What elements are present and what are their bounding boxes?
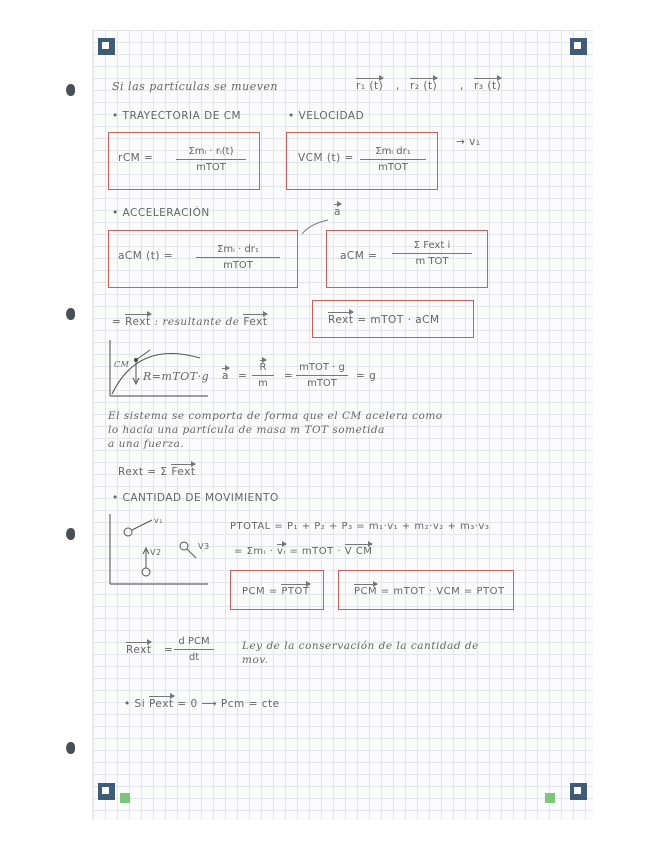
vcm-fraction xyxy=(360,146,426,173)
r2-label xyxy=(410,80,437,92)
bullet-si: • Si xyxy=(124,698,146,710)
green-marker-icon xyxy=(545,793,555,803)
pcm-box2-rhs: = mTOT · VCM = PTOT xyxy=(380,586,505,597)
ptotal2-mid: = mTOT · xyxy=(289,546,342,557)
fext-vector: Fext xyxy=(243,316,268,328)
a-note-vector: a xyxy=(334,206,341,218)
r1-vector: r₁ (t) xyxy=(356,80,384,92)
rext-def-lead: = xyxy=(112,316,122,328)
acm-lhs: aCM (t) = xyxy=(118,250,174,262)
acm-fraction xyxy=(196,244,280,271)
v-arrow-note: → v₁ xyxy=(456,136,481,148)
section-velocidad: • VELOCIDAD xyxy=(288,110,365,122)
dp-lhs-label xyxy=(126,644,151,656)
a-eq2: = xyxy=(284,370,294,382)
a-frac-den: m xyxy=(258,378,268,389)
vcm-num: Σmᵢ dr₁ xyxy=(375,146,411,157)
corner-marker-icon xyxy=(98,38,115,55)
rext-def-text: : resultante de xyxy=(154,316,240,328)
acm2-fraction xyxy=(392,240,472,267)
corner-marker-icon xyxy=(98,783,115,800)
p-v3-label: V3 xyxy=(198,542,210,551)
r1-label xyxy=(356,80,383,92)
ley-line-1: Ley de la conservación de la cantidad de xyxy=(242,640,479,652)
ptotal2-lead: = Σmᵢ · xyxy=(234,546,274,557)
rext-box-vector: Rext xyxy=(328,314,354,326)
graph-r-label: R=mTOT·g xyxy=(143,370,210,383)
a-fraction xyxy=(252,362,274,389)
separator: , xyxy=(396,80,400,92)
ptotal-formula-2 xyxy=(234,546,372,557)
pcm-box1-vector: PTOT xyxy=(281,586,310,597)
rext-sum xyxy=(118,466,195,478)
green-marker-icon xyxy=(120,793,130,803)
section-aceleracion: • ACCELERACIÓN xyxy=(112,207,210,219)
acm2-den: m TOT xyxy=(415,256,449,267)
dp-fraction xyxy=(174,636,214,663)
ptotal2-vector: vᵢ xyxy=(276,546,286,557)
bullet-condition xyxy=(124,698,280,710)
vcm-lhs: VCM (t) = xyxy=(298,152,354,164)
dp-lhs-vector: Rext xyxy=(126,644,152,656)
corner-marker-icon xyxy=(570,38,587,55)
a-vector-label xyxy=(222,370,229,382)
a-eq3: = g xyxy=(356,370,377,382)
rext-sum-rhs: = Σ xyxy=(147,466,168,478)
acm2-num: Σ Fext i xyxy=(413,240,451,251)
r3-vector: r₃ (t) xyxy=(474,80,502,92)
r3-label xyxy=(474,80,501,92)
corner-marker-icon xyxy=(570,783,587,800)
acm2-lhs: aCM = xyxy=(340,250,378,262)
acm-den: mTOT xyxy=(223,260,253,271)
a-fraction2 xyxy=(296,362,348,389)
rext-sum-lhs: Rext xyxy=(118,466,144,478)
rcm-lhs: rCM = xyxy=(118,152,154,164)
a-frac2-num: mTOT · g xyxy=(299,362,345,373)
paragraph-line-3: a una fuerza. xyxy=(108,438,185,450)
rcm-num: Σmᵢ · rᵢ(t) xyxy=(188,146,234,157)
pcm-box-2-formula xyxy=(354,586,505,597)
r2-vector: r₂ (t) xyxy=(410,80,438,92)
paragraph-line-2: lo hacía una partícula de masa m TOT sometida xyxy=(108,424,385,436)
dp-den: dt xyxy=(188,652,200,663)
ley-line-2: mov. xyxy=(242,654,269,666)
rcm-den: mTOT xyxy=(196,162,226,173)
bullet-vector: Pext xyxy=(148,698,174,710)
p-v2-label: V2 xyxy=(150,548,162,557)
paragraph-line-1: El sistema se comporta de forma que el CM acelera como xyxy=(108,410,443,422)
intro-text: Si las partículas se mueven xyxy=(112,80,279,93)
pcm-box2-vector: PCM xyxy=(354,586,378,597)
vcm-den: mTOT xyxy=(378,162,408,173)
ptotal2-vector-cm: V CM xyxy=(344,546,373,557)
a-frac-num: R xyxy=(259,362,267,373)
ptotal-formula: PTOTAL = P₁ + P₂ + P₃ = m₁·v₁ + m₂·v₂ + m₃·v₃ xyxy=(230,521,490,532)
graph-cm-label: CM xyxy=(114,360,130,369)
a-note xyxy=(334,206,341,218)
pcm-box1-lhs: PCM = xyxy=(242,586,278,597)
pcm-box-1-formula xyxy=(242,586,310,597)
section-cantidad: • CANTIDAD DE MOVIMIENTO xyxy=(112,492,279,504)
binder-hole xyxy=(66,528,75,540)
a-eq: = xyxy=(238,370,248,382)
rcm-fraction xyxy=(176,146,246,173)
dp-eq: = xyxy=(164,644,174,656)
a-vector: a xyxy=(222,370,229,382)
binder-hole xyxy=(66,308,75,320)
binder-hole xyxy=(66,84,75,96)
binder-hole xyxy=(66,742,75,754)
rext-sum-vector: Fext xyxy=(171,466,196,478)
trajectory-graph xyxy=(108,340,208,398)
p-v1-label: v₁ xyxy=(154,516,163,525)
rext-definition xyxy=(112,316,267,328)
dp-num: d PCM xyxy=(178,636,210,647)
rext-box-rhs: = mTOT · aCM xyxy=(357,314,440,326)
section-trayectoria: • TRAYECTORIA DE CM xyxy=(112,110,242,122)
bullet-rest: = 0 ⟶ Pcm = cte xyxy=(177,698,280,710)
rext-def-vector: Rext xyxy=(125,316,151,328)
rext-box-formula xyxy=(328,314,440,326)
separator: , xyxy=(460,80,464,92)
a-frac2-den: mTOT xyxy=(307,378,337,389)
acm-num: Σmᵢ · dr₁ xyxy=(217,244,259,255)
